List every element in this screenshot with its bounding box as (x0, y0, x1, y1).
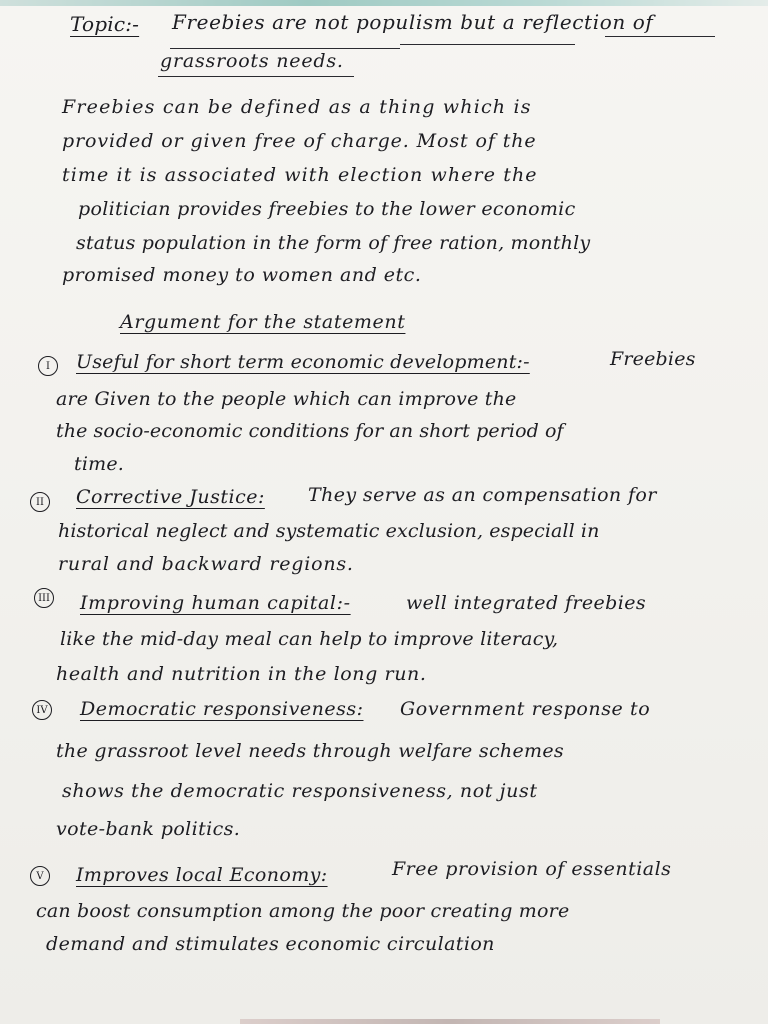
point-marker: V (30, 866, 50, 886)
point-line: time. (74, 453, 125, 475)
point-marker: II (30, 492, 50, 512)
topic-underline-1 (170, 48, 400, 49)
point-line: are Given to the people which can improve the (56, 388, 517, 410)
point-line: the socio-economic conditions for an short period of (56, 420, 564, 442)
section-heading: Argument for the statement (120, 311, 406, 333)
point-heading: Corrective Justice: (76, 486, 265, 508)
point-marker: IV (32, 700, 52, 720)
topic-underline-2 (400, 44, 575, 45)
point-line: Government response to (400, 698, 651, 720)
point-marker: III (34, 588, 54, 608)
intro-line: status population in the form of free ration, monthly (76, 232, 591, 254)
topic-underline-4 (158, 76, 354, 77)
point-heading: Improves local Economy: (76, 864, 328, 886)
point-heading: Democratic responsiveness: (80, 698, 364, 720)
point-heading: Improving human capital:- (80, 592, 351, 614)
topic-text-line2: grassroots needs. (160, 50, 344, 72)
point-heading: Useful for short term economic development:- (76, 351, 530, 373)
intro-line: promised money to women and etc. (62, 264, 422, 286)
point-line: Free provision of essentials (392, 858, 672, 880)
point-marker: I (38, 356, 58, 376)
page-top-edge (0, 0, 768, 6)
point-line: They serve as an compensation for (308, 484, 657, 506)
intro-line: politician provides freebies to the lower economic (78, 198, 576, 220)
intro-line: Freebies can be defined as a thing which is (62, 96, 532, 118)
point-line: the grassroot level needs through welfare schemes (56, 740, 564, 762)
point-line: vote-bank politics. (56, 818, 241, 840)
point-line: health and nutrition in the long run. (56, 663, 427, 685)
point-line: well integrated freebies (406, 592, 646, 614)
point-line: rural and backward regions. (58, 553, 354, 575)
point-line: shows the democratic responsiveness, not just (62, 780, 538, 802)
intro-line: provided or given free of charge. Most of the (62, 130, 537, 152)
intro-line: time it is associated with election where the (62, 164, 538, 186)
point-line: like the mid-day meal can help to improve literacy, (60, 628, 559, 650)
point-line: can boost consumption among the poor creating more (36, 900, 570, 922)
topic-underline-3 (605, 36, 715, 37)
topic-label: Topic:- (70, 12, 140, 36)
point-line: demand and stimulates economic circulation (46, 933, 495, 955)
point-line: Freebies (610, 348, 696, 370)
point-line: historical neglect and systematic exclusion, especiall in (58, 520, 600, 542)
page-bottom-edge (240, 1019, 660, 1024)
topic-text-line1: Freebies are not populism but a reflection of (172, 10, 654, 34)
